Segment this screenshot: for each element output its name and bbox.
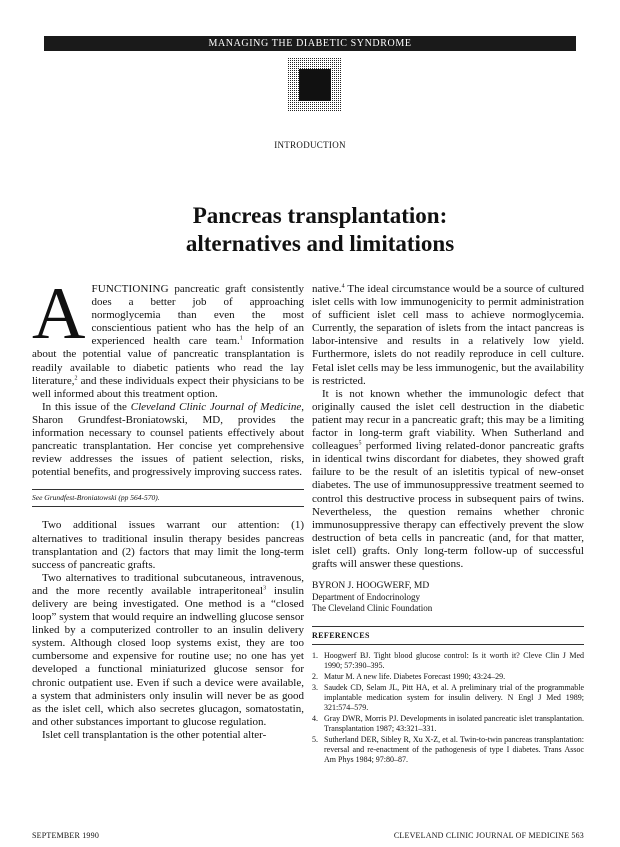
reference-item: 2. Matur M. A new life. Diabetes Forecast 1990; 43:24–29.: [312, 672, 506, 682]
footer-journal-page: CLEVELAND CLINIC JOURNAL OF MEDICINE 563: [393, 831, 584, 840]
author-institution: The Cleveland Clinic Foundation: [312, 603, 433, 614]
paragraph: Two additional issues warrant our attention: (1) alternatives to traditional insulin therapy besides pancreas transplantation and (2) factors that may limit the long-term success of pancreatic grafts.: [32, 519, 304, 571]
reference-item: 5. Sutherland DER, Sibley R, Xu X-Z, et al. Twin-to-twin pancreas transplantation: reversal and re-enactment of the pathogenesis of type I diabetes. Trans Assoc Am Phys 1984; 97:80–87.: [312, 735, 584, 765]
drop-cap: A: [32, 273, 86, 355]
references-list: [312, 651, 584, 765]
footer-date: SEPTEMBER 1990: [32, 831, 100, 840]
series-banner: MANAGING THE DIABETIC SYNDROME: [44, 36, 576, 51]
reference-item: 4. Gray DWR, Morris PJ. Developments in isolated pancreatic islet transplantation. Transplantation 1987; 43:321–331.: [312, 714, 584, 734]
paragraph: It is not known whether the immunologic defect that originally caused the islet cell destruction in the diabetic patient may recur in a pancreatic graft; this may be a limiting factor in long-term graft viability. When Sutherland and colleagues$^5$ performed living related-donor pancreatic grafts in identical twins discordant for diabetes, they showed graft failure to be the result of an isletitis typical of new-onset diabetes. The use of immunosuppressive treatment seemed to control this destructive process in subsequent pairs of twins. Nevertheless, the question remains whether chronic immunosuppressive therapy can effectively prevent the slow destruction of beta cells in pancreatic (and, for that matter, islet cell) grafts. Only long-term follow-up of successful grafts will answer these questions.: [312, 387, 584, 570]
paragraph: AFUNCTIONING pancreatic graft consistently does a better job of approaching normoglycemia than even the most conscientious patient who has the help of an experienced health care team.$^1$ Information about the potential value of pancreatic transplantation is readily available to diabetic patients who read the lay literature,$^2$ and these individuals expect their physicians to be well informed about this treatment option.: [32, 273, 304, 400]
cross-reference-note: See Grundfest-Broniatowski (pp 564-570).: [32, 489, 304, 507]
reference-item: 3. Saudek CD, Selam JL, Pitt HA, et al. A preliminary trial of the programmable implantable medication system for insulin delivery. N Engl J Med 1989; 321:574–579.: [312, 683, 584, 713]
reference-item: 1. Hoogwerf BJ. Tight blood glucose control: Is it worth it? Cleve Clin J Med 1990; 57:390–395.: [312, 651, 584, 671]
paragraph: Islet cell transplantation is the other potential alter-: [42, 728, 267, 741]
author-department: Department of Endocrinology: [312, 592, 420, 603]
right-column: [312, 283, 584, 766]
paragraph: Two alternatives to traditional subcutaneous, intravenous, and the more recently available intraperitoneal$^3$ insulin delivery are being investigated. One method is a “closed loop” system that would require an indwelling glucose sensor linked by a computerized controller to an insulin delivery system. Although closed loop systems exist, they are too cumbersome and expensive for routine use; no one has yet developed a functional miniaturized glucose sensor for chronic outpatient use. Even if such a device were available, a system that administers only insulin will never be as good as the islet cell, which also secretes glucagon, somatostatin, and other substances important to glucose regulation.: [32, 571, 304, 728]
title-line-2: alternatives and limitations: [185, 231, 455, 256]
left-column: [32, 273, 304, 742]
title-line-1: Pancreas transplantation:: [192, 203, 448, 228]
author-name: BYRON J. HOOGWERF, MD: [312, 581, 430, 592]
article-title: [80, 202, 560, 258]
references-heading: REFERENCES: [312, 626, 584, 645]
series-logo: [288, 58, 342, 112]
paragraph: In this issue of the Cleveland Clinic Journal of Medicine, Sharon Grundfest-Broniatowski, MD, provides the information necessary to counsel patients effectively about pancreatic transplantation. Her concise yet comprehensive review addresses the issues of patient selection, risks, potential benefits, and progressively improving success rates.: [32, 400, 304, 479]
author-block: [312, 581, 584, 614]
paragraph: native.$^4$ The ideal circumstance would be a source of cultured islet cells with low immunogenicity to permit administration of sufficient islet cell mass to achieve normoglycemia. Currently, the separation of islets from the intact pancreas is labor-intensive and results in a relatively low yield. Furthermore, islets do not readily reproduce in cell culture. Fetal islet cells may be less immunogenic, but the availability is restricted.: [312, 283, 584, 387]
section-label: INTRODUCTION: [274, 140, 346, 150]
